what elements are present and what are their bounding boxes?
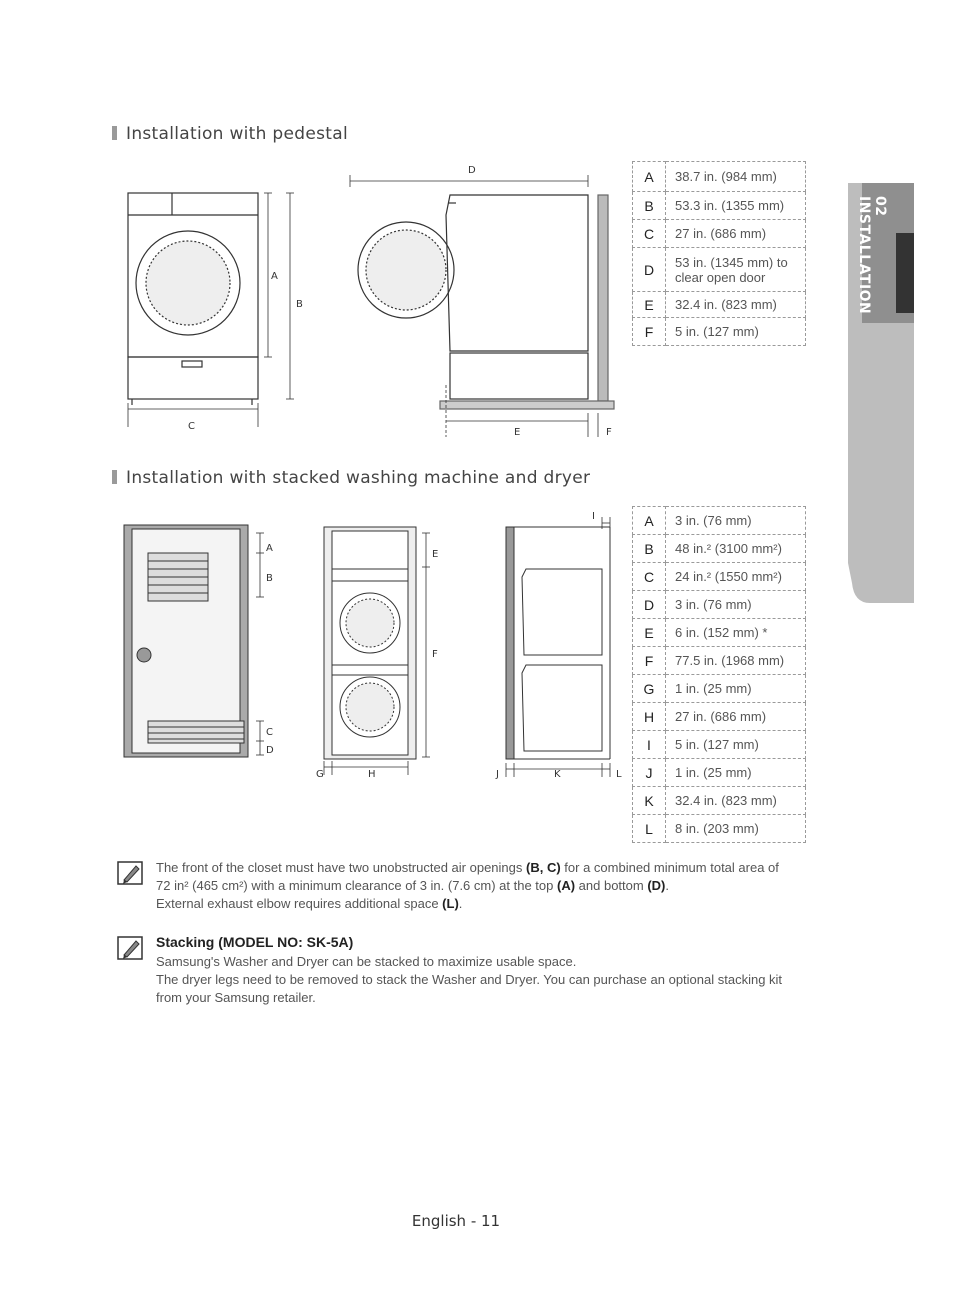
row-letter: I bbox=[633, 731, 666, 759]
note1-paragraph bbox=[156, 859, 796, 895]
note-closet-openings bbox=[156, 859, 796, 913]
row-letter: L bbox=[633, 815, 666, 843]
section-title-stacked bbox=[112, 468, 590, 488]
dim-label-d: D bbox=[468, 165, 476, 176]
row-value: 32.4 in. (823 mm) bbox=[666, 787, 806, 815]
row-value: 5 in. (127 mm) bbox=[666, 731, 806, 759]
note2-heading-text: Stacking (MODEL NO: SK-5A) bbox=[156, 934, 354, 950]
row-value: 1 in. (25 mm) bbox=[666, 675, 806, 703]
note1-text-2: for a combined minimum total area of 72 in² (465 cm²) with a minimum clearance of 3 in. (7.6 cm) at the top bbox=[156, 860, 779, 893]
dim-label-b2: B bbox=[266, 573, 273, 584]
title-bar-icon bbox=[112, 126, 117, 140]
pedestal-diagram bbox=[110, 155, 630, 445]
table-row bbox=[633, 647, 806, 675]
row-value: 6 in. (152 mm) * bbox=[666, 619, 806, 647]
side-tab-label: 02 INSTALLATION bbox=[856, 196, 888, 315]
note1-bold-1: (B, C) bbox=[526, 860, 561, 875]
row-value: 1 in. (25 mm) bbox=[666, 759, 806, 787]
row-value: 77.5 in. (1968 mm) bbox=[666, 647, 806, 675]
row-letter: C bbox=[633, 220, 666, 248]
row-letter: B bbox=[633, 535, 666, 563]
stacked-side-dims bbox=[506, 517, 610, 777]
page-number: English - 11 bbox=[411, 1212, 501, 1230]
note1-text-1: The front of the closet must have two unobstructed air openings bbox=[156, 860, 526, 875]
table-row bbox=[633, 619, 806, 647]
row-value: 5 in. (127 mm) bbox=[666, 318, 806, 346]
dim-label-i2: I bbox=[592, 511, 595, 522]
row-letter: B bbox=[633, 192, 666, 220]
dim-label-a2: A bbox=[266, 543, 273, 554]
row-value: 3 in. (76 mm) bbox=[666, 507, 806, 535]
dim-label-b: B bbox=[296, 299, 303, 310]
row-letter: C bbox=[633, 563, 666, 591]
row-letter: K bbox=[633, 787, 666, 815]
row-value: 48 in.² (3100 mm²) bbox=[666, 535, 806, 563]
table-row bbox=[633, 507, 806, 535]
dim-label-e: E bbox=[514, 427, 521, 438]
note-pencil-icon bbox=[116, 935, 146, 963]
row-value: 53 in. (1345 mm) to clear open door bbox=[666, 248, 806, 292]
note2-line2: The dryer legs need to be removed to stack the Washer and Dryer. You can purchase an optional stacking kit from your Samsung retailer. bbox=[156, 972, 783, 1005]
row-letter: A bbox=[633, 507, 666, 535]
row-letter: G bbox=[633, 675, 666, 703]
note1-line2a: External exhaust elbow requires additional space bbox=[156, 896, 443, 911]
note2-line1: Samsung's Washer and Dryer can be stacked to maximize usable space. bbox=[156, 954, 577, 969]
section-title-pedestal bbox=[112, 124, 348, 144]
row-letter: E bbox=[633, 619, 666, 647]
row-value: 8 in. (203 mm) bbox=[666, 815, 806, 843]
row-value: 32.4 in. (823 mm) bbox=[666, 292, 806, 318]
table-row bbox=[633, 759, 806, 787]
note1-text-3: and bottom bbox=[575, 878, 648, 893]
dim-label-f: F bbox=[606, 427, 612, 438]
table-row bbox=[633, 162, 806, 192]
note1-paragraph-2 bbox=[156, 895, 796, 913]
note1-bold-3: (D) bbox=[647, 878, 666, 893]
row-value: 53.3 in. (1355 mm) bbox=[666, 192, 806, 220]
table-row bbox=[633, 563, 806, 591]
note-stacking bbox=[156, 933, 796, 1007]
dim-label-c2: C bbox=[266, 727, 273, 738]
note1-line2b: (L) bbox=[442, 896, 459, 911]
dim-label-d2: D bbox=[266, 745, 274, 756]
note1-text-4: . bbox=[665, 878, 669, 893]
dim-label-f2: F bbox=[432, 649, 438, 660]
row-value: 27 in. (686 mm) bbox=[666, 220, 806, 248]
dim-label-j2: J bbox=[496, 769, 499, 780]
table-row bbox=[633, 535, 806, 563]
table-row bbox=[633, 787, 806, 815]
table-row bbox=[633, 815, 806, 843]
row-letter: E bbox=[633, 292, 666, 318]
stacked-dimension-table bbox=[632, 506, 806, 843]
row-letter: J bbox=[633, 759, 666, 787]
row-letter: D bbox=[633, 248, 666, 292]
note-pencil-icon bbox=[116, 860, 146, 888]
stacked-front-drawing bbox=[324, 527, 416, 759]
title-bar-icon bbox=[112, 470, 117, 484]
table-row bbox=[633, 731, 806, 759]
table-row bbox=[633, 220, 806, 248]
table-row bbox=[633, 248, 806, 292]
table-row bbox=[633, 675, 806, 703]
note2-heading bbox=[156, 933, 796, 951]
row-value: 3 in. (76 mm) bbox=[666, 591, 806, 619]
row-value: 38.7 in. (984 mm) bbox=[666, 162, 806, 192]
table-row bbox=[633, 591, 806, 619]
row-value: 27 in. (686 mm) bbox=[666, 703, 806, 731]
stacked-side-drawing bbox=[506, 527, 610, 759]
row-letter: A bbox=[633, 162, 666, 192]
side-dims bbox=[350, 175, 598, 437]
dim-label-a: A bbox=[271, 271, 278, 282]
section-title-stacked-text: Installation with stacked washing machine and dryer bbox=[126, 468, 591, 488]
note1-line2c: . bbox=[458, 896, 463, 911]
stacked-diagram bbox=[118, 505, 638, 785]
dim-label-g2: G bbox=[316, 769, 324, 780]
section-title-pedestal-text: Installation with pedestal bbox=[126, 124, 348, 144]
table-row bbox=[633, 192, 806, 220]
dim-label-c: C bbox=[188, 421, 195, 432]
closet-dims bbox=[256, 533, 264, 755]
note1-bold-2: (A) bbox=[557, 878, 576, 893]
dim-label-h2: H bbox=[368, 769, 376, 780]
pedestal-dimension-table bbox=[632, 161, 806, 346]
row-letter: D bbox=[633, 591, 666, 619]
front-dryer-drawing bbox=[128, 193, 258, 405]
row-letter: F bbox=[633, 647, 666, 675]
side-dryer-drawing bbox=[358, 195, 614, 409]
dim-label-k2: K bbox=[554, 769, 561, 780]
row-value: 24 in.² (1550 mm²) bbox=[666, 563, 806, 591]
closet-door-drawing bbox=[124, 525, 248, 757]
row-letter: F bbox=[633, 318, 666, 346]
dim-label-l2: L bbox=[616, 769, 622, 780]
table-row bbox=[633, 703, 806, 731]
table-row bbox=[633, 318, 806, 346]
table-row bbox=[633, 292, 806, 318]
dim-label-e2: E bbox=[432, 549, 439, 560]
row-letter: H bbox=[633, 703, 666, 731]
